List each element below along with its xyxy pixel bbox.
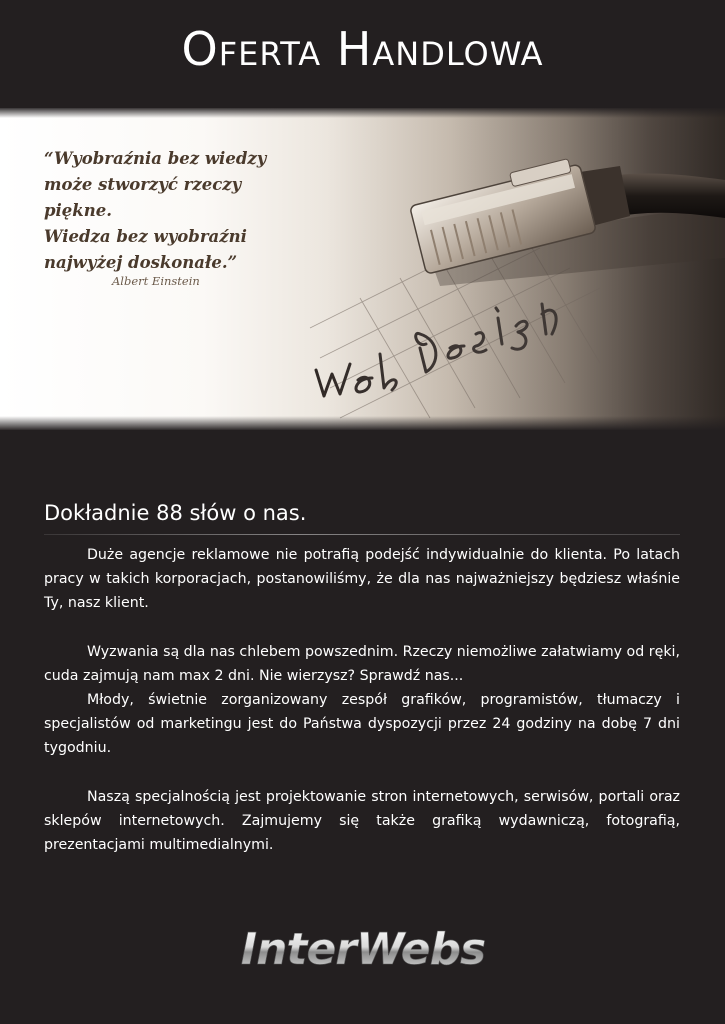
einstein-quote: “Wyobraźnia bez wiedzy może stworzyć rzeczy piękne. Wiedza bez wyobraźni najwyżej doskonałe.” [44,149,267,272]
about-paragraph-3: Młody, świetnie zorganizowany zespół grafików, programistów, tłumaczy i specjalistów od marketingu jest do Państwa dyspozycji przez 24 godziny na dobę 7 dni tygodniu. [44,692,680,757]
about-body [44,543,680,857]
quote-author: Albert Einstein [112,274,200,288]
hero-banner [0,108,725,430]
about-heading: Dokładnie 88 słów o nas. [44,501,307,525]
interwebs-logo [0,920,725,980]
web-design-network-cable-image [280,108,725,430]
banner-top-shade [0,108,725,118]
about-paragraph-2: Wyzwania są dla nas chlebem powszednim. Rzeczy niemożliwe załatwiamy od ręki, cuda zajmują nam max 2 dni. Nie wierzysz? Sprawdź nas... [44,643,680,684]
logo-text: InterWebs [240,924,485,975]
about-paragraph-1: Duże agencje reklamowe nie potrafią podejść indywidualnie do klienta. Po latach pracy w takich korporacjach, postanowiliśmy, że dla nas najważniejszy będziesz właśnie Ty, nasz klient. [44,547,680,612]
page-title: Oferta Handlowa [181,22,544,76]
heading-divider [44,534,680,535]
banner-bottom-shade [0,416,725,430]
interwebs-logo-image [233,920,493,980]
about-paragraph-4: Naszą specjalnością jest projektowanie stron internetowych, serwisów, portali oraz sklepów internetowych. Zajmujemy się także grafiką wydawniczą, fotografią, prezentacjami multimedialnymi. [44,788,680,854]
